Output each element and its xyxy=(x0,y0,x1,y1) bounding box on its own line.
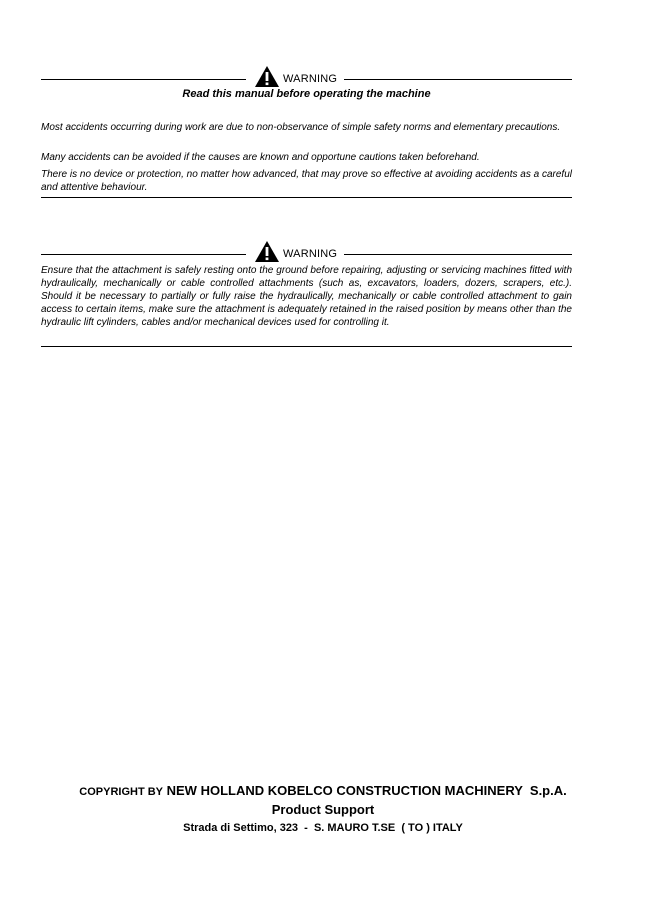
warning-subtitle: Read this manual before operating the machine xyxy=(182,88,431,100)
warning-paragraph: There is no device or protection, no matter how advanced, that may prove so effective at avoiding accidents as a careful and attentive behaviour. xyxy=(41,169,572,193)
copyright-prefix: COPYRIGHT BY xyxy=(79,786,163,798)
warning-label: WARNING xyxy=(283,248,338,260)
address: Strada di Settimo, 323 - S. MAURO T.SE ( TO ) ITALY xyxy=(183,822,463,834)
copyright-line xyxy=(0,783,646,798)
warning-paragraph: Many accidents can be avoided if the causes are known and opportune cautions taken beforehand. xyxy=(41,152,480,163)
warning-header-2 xyxy=(41,240,572,264)
rule-right xyxy=(344,79,572,80)
company-name: NEW HOLLAND KOBELCO CONSTRUCTION MACHINERY S.p.A. xyxy=(166,783,567,798)
section-divider xyxy=(41,197,572,198)
warning-paragraph: Most accidents occurring during work are due to non-observance of simple safety norms and elementary precautions. xyxy=(41,122,561,133)
rule-left xyxy=(41,79,246,80)
warning-triangle-icon xyxy=(254,240,280,263)
warning-label: WARNING xyxy=(283,73,338,85)
rule-right xyxy=(344,254,572,255)
warning-header-1 xyxy=(41,65,572,89)
warning-paragraph: Ensure that the attachment is safely resting onto the ground before repairing, adjusting or servicing machines fitted with hydraulically, mechanically or cable controlled attachments (such as, excavators, loaders, dozers, scrapers, etc.). Should it be necessary to partially or fully raise the hydraulically, mechanically or cable controlled attachment to gain access to certain items, make sure the attachment is adequately retained in the raised position by means other than the hydraulic lift cylinders, cables and/or mechanical devices used for controlling it. xyxy=(41,265,572,328)
rule-left xyxy=(41,254,246,255)
warning-triangle-icon xyxy=(254,65,280,88)
department: Product Support xyxy=(271,802,375,817)
section-divider xyxy=(41,346,572,347)
